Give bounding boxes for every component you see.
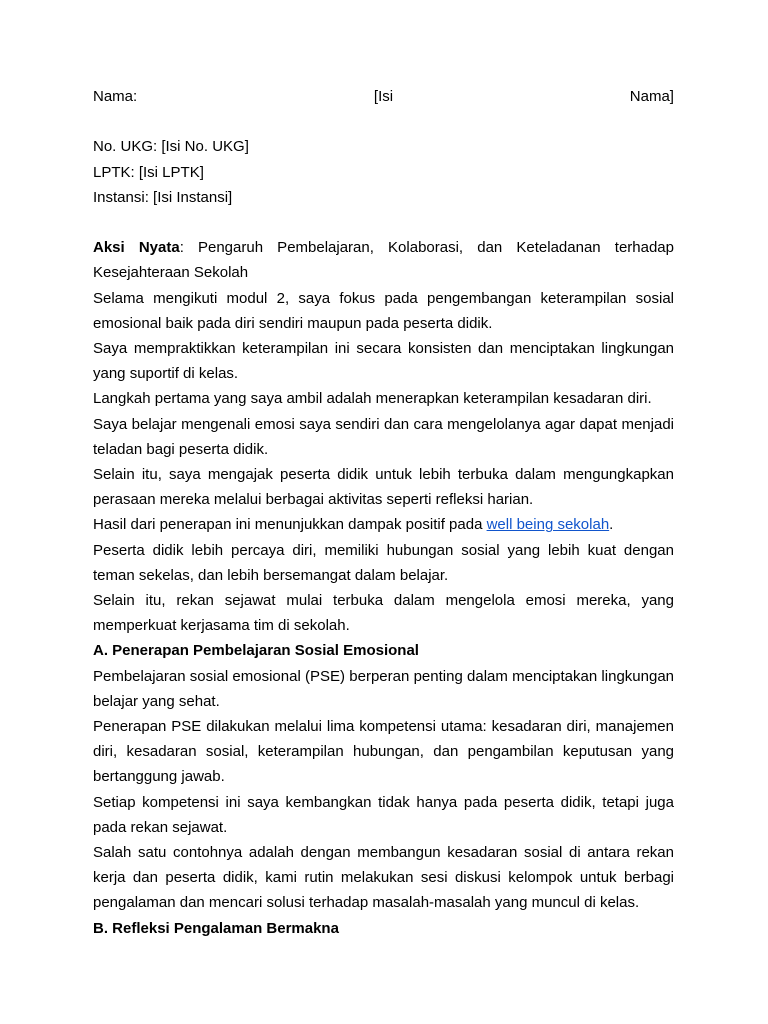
blank-line	[93, 109, 674, 134]
aksi-nyata-title-text: : Pengaruh Pembelajaran, Kolaborasi, dan Keteladanan terhadap Kesejahteraan Sekolah	[93, 239, 674, 282]
paragraph: Selama mengikuti modul 2, saya fokus pada pengembangan keterampilan sosial emosional baik pada diri sendiri maupun pada peserta didik.	[93, 289, 674, 332]
paragraph: Selain itu, saya mengajak peserta didik untuk lebih terbuka dalam mengungkapkan perasaan mereka melalui berbagai aktivitas seperti refleksi harian.	[93, 466, 674, 509]
lptk-line: LPTK: [Isi LPTK]	[93, 163, 204, 181]
paragraph: Pembelajaran sosial emosional (PSE) berperan penting dalam menciptakan lingkungan belajar yang sehat.	[93, 667, 674, 710]
result-paragraph	[93, 512, 674, 537]
section-a-heading: A. Penerapan Pembelajaran Sosial Emosional	[93, 642, 419, 660]
instansi-line: Instansi: [Isi Instansi]	[93, 188, 233, 206]
paragraph: Salah satu contohnya adalah dengan membangun kesadaran sosial di antara rekan kerja dan peserta didik, kami rutin melakukan sesi diskusi kelompok untuk berbagi pengalaman dan mencari solusi terhadap masalah-masalah yang muncul di kelas.	[93, 844, 674, 912]
ukg-line: No. UKG: [Isi No. UKG]	[93, 138, 249, 156]
paragraph: Penerapan PSE dilakukan melalui lima kompetensi utama: kesadaran diri, manajemen diri, kesadaran sosial, keterampilan hubungan, dan pengambilan keputusan yang bertanggung jawab.	[93, 718, 674, 786]
paragraph: Langkah pertama yang saya ambil adalah menerapkan keterampilan kesadaran diri.	[93, 390, 652, 408]
paragraph: Saya mempraktikkan keterampilan ini secara konsisten dan menciptakan lingkungan yang suportif di kelas.	[93, 339, 674, 383]
document-page	[93, 84, 674, 941]
section-b-heading: B. Refleksi Pengalaman Bermakna	[93, 919, 339, 937]
paragraph: Selain itu, rekan sejawat mulai terbuka dalam mengelola emosi mereka, yang memperkuat kerjasama tim di sekolah.	[93, 592, 674, 635]
paragraph: Saya belajar mengenali emosi saya sendiri dan cara mengelolanya agar dapat menjadi teladan bagi peserta didik.	[93, 415, 674, 458]
blank-line	[93, 210, 674, 235]
aksi-nyata-label: Aksi Nyata	[93, 239, 180, 257]
name-placeholder-start: [Isi	[373, 88, 394, 105]
paragraph: Peserta didik lebih percaya diri, memiliki hubungan sosial yang lebih kuat dengan teman sekelas, dan lebih bersemangat dalam belajar.	[93, 541, 674, 584]
name-line	[93, 84, 674, 109]
aksi-nyata-title	[93, 235, 674, 285]
well-being-link[interactable]: well being sekolah	[486, 516, 610, 534]
paragraph: Setiap kompetensi ini saya kembangkan tidak hanya pada peserta didik, tetapi juga pada rekan sejawat.	[93, 793, 674, 836]
result-text: Hasil dari penerapan ini menunjukkan dampak positif pada	[93, 516, 487, 534]
name-placeholder-end: Nama]	[629, 88, 674, 105]
result-end: .	[609, 516, 614, 534]
name-label: Nama:	[93, 88, 138, 105]
